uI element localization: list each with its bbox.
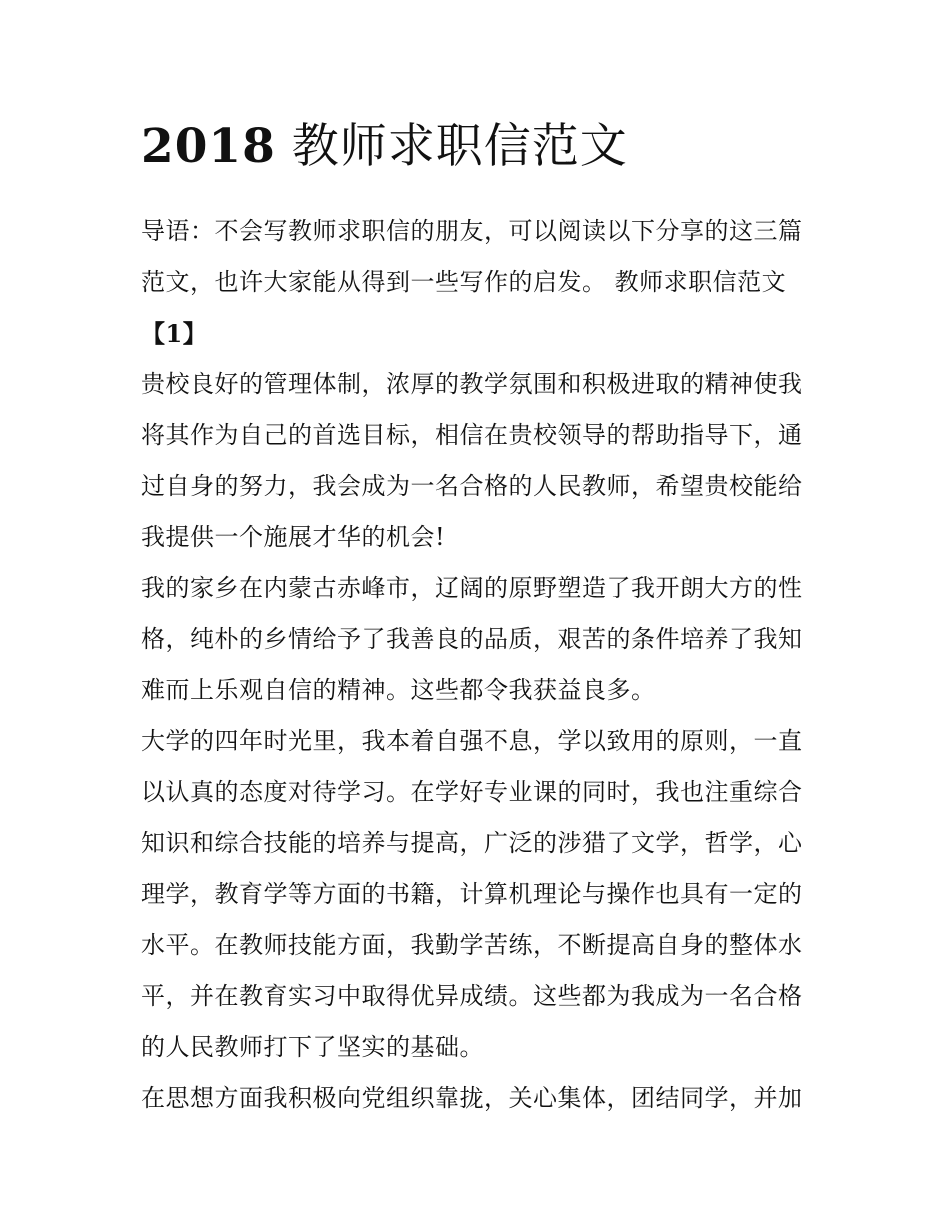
paragraph-line: 我的家乡在内蒙古赤峰市，辽阔的原野塑造了我开朗大方的性	[141, 574, 803, 602]
intro-paragraph	[141, 206, 811, 359]
paragraph	[141, 563, 811, 716]
paragraph-line: 难而上乐观自信的精神。这些都令我获益良多。	[141, 676, 656, 704]
section-label: 【1】	[141, 319, 208, 348]
paragraph-line: 过自身的努力，我会成为一名合格的人民教师，希望贵校能给	[141, 472, 803, 500]
paragraph-line: 我提供一个施展才华的机会!	[141, 523, 446, 551]
intro-line: 范文，也许大家能从得到一些写作的启发。 教师求职信范文	[141, 268, 787, 296]
document-title	[141, 118, 811, 176]
document-content	[141, 118, 811, 1124]
paragraph-line: 平，并在教育实习中取得优异成绩。这些都为我成为一名合格	[141, 982, 803, 1010]
paragraph-line: 在思想方面我积极向党组织靠拢，关心集体，团结同学，并加	[141, 1084, 803, 1112]
paragraph-line: 以认真的态度对待学习。在学好专业课的同时，我也注重综合	[141, 778, 803, 806]
paragraph	[141, 1073, 811, 1124]
paragraph-line: 理学，教育学等方面的书籍，计算机理论与操作也具有一定的	[141, 880, 803, 908]
paragraph-line: 水平。在教师技能方面，我勤学苦练，不断提高自身的整体水	[141, 931, 803, 959]
title-year: 2018	[141, 119, 276, 174]
paragraph-line: 大学的四年时光里，我本着自强不息，学以致用的原则，一直	[141, 727, 803, 755]
intro-line: 导语：不会写教师求职信的朋友，可以阅读以下分享的这三篇	[141, 217, 803, 245]
paragraph-line: 格，纯朴的乡情给予了我善良的品质，艰苦的条件培养了我知	[141, 625, 803, 653]
paragraph-line: 知识和综合技能的培养与提高，广泛的涉猎了文学，哲学，心	[141, 829, 803, 857]
paragraph	[141, 716, 811, 1073]
paragraph-line: 贵校良好的管理体制，浓厚的教学氛围和积极进取的精神使我	[141, 370, 803, 398]
paragraph-line: 将其作为自己的首选目标，相信在贵校领导的帮助指导下，通	[141, 421, 803, 449]
paragraph	[141, 359, 811, 563]
title-text: 教师求职信范文	[291, 119, 628, 174]
paragraph-line: 的人民教师打下了坚实的基础。	[141, 1033, 484, 1061]
document-body	[141, 206, 811, 1124]
